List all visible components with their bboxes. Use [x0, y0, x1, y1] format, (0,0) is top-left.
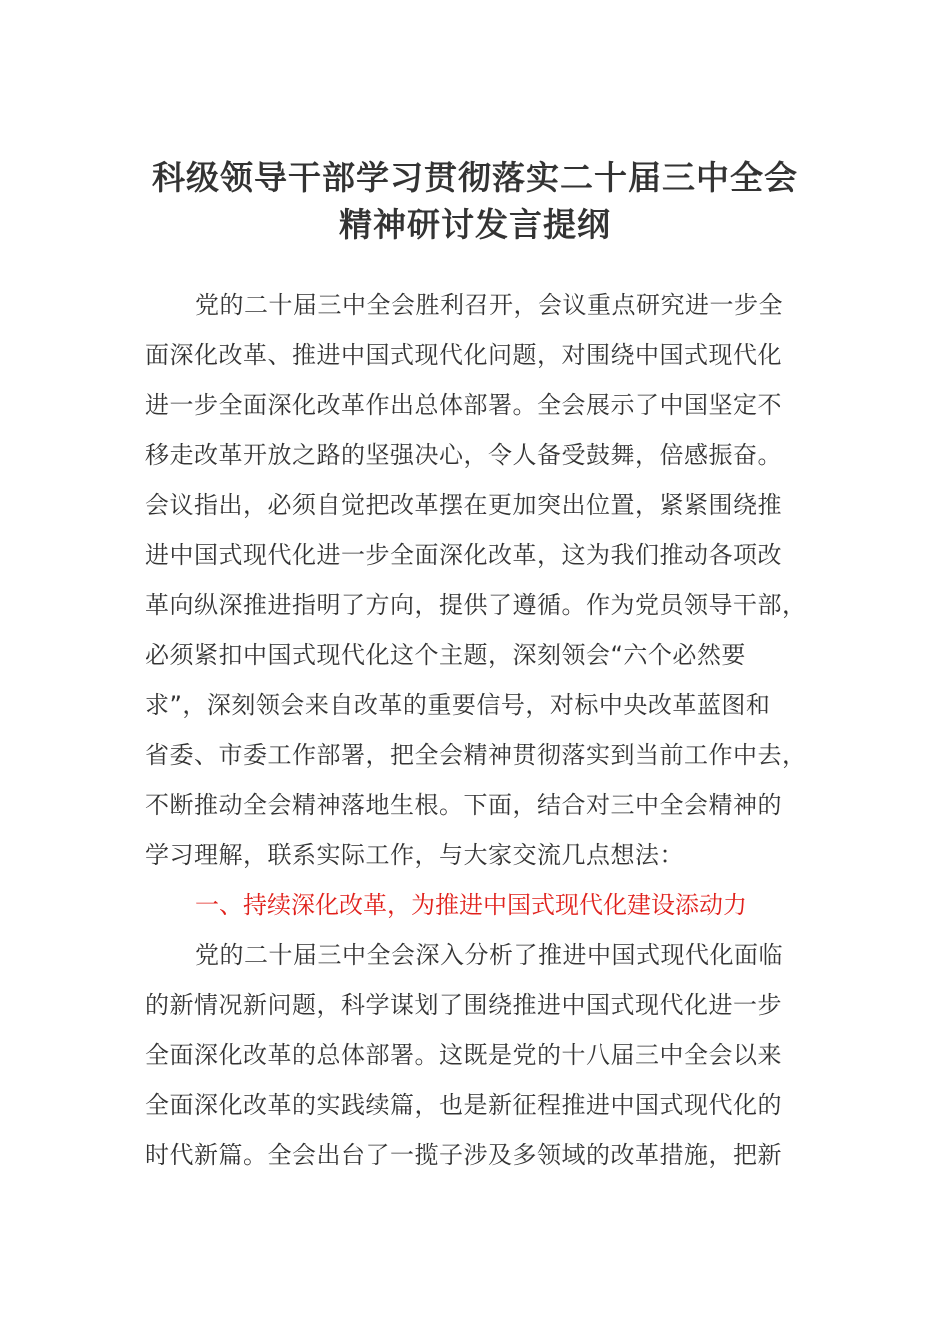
- paragraph-line: 党的二十届三中全会胜利召开，会议重点研究进一步全: [195, 291, 783, 319]
- paragraph-line: 全面深化改革的总体部署。这既是党的十八届三中全会以来: [145, 1041, 782, 1069]
- document-body: [145, 280, 805, 1180]
- paragraph-section-1: [145, 930, 805, 1180]
- paragraph-line: 不断推动全会精神落地生根。下面，结合对三中全会精神的: [145, 791, 782, 819]
- paragraph-line: 会议指出，必须自觉把改革摆在更加突出位置，紧紧围绕推: [145, 491, 782, 519]
- paragraph-line: 求”，深刻领会来自改革的重要信号，对标中央改革蓝图和: [145, 691, 771, 719]
- paragraph-line: 学习理解，联系实际工作，与大家交流几点想法：: [145, 841, 684, 869]
- paragraph-line: 必须紧扣中国式现代化这个主题，深刻领会“六个必然要: [145, 641, 746, 669]
- document-title-line-2: 精神研讨发言提纲: [339, 205, 611, 244]
- paragraph-line: 全面深化改革的实践续篇，也是新征程推进中国式现代化的: [145, 1091, 782, 1119]
- paragraph-line: 进中国式现代化进一步全面深化改革，这为我们推动各项改: [145, 541, 782, 569]
- paragraph-line: 面深化改革、推进中国式现代化问题，对围绕中国式现代化: [145, 341, 782, 369]
- paragraph-line: 革向纵深推进指明了方向，提供了遵循。作为党员领导干部，: [145, 591, 807, 619]
- paragraph-line: 的新情况新问题，科学谋划了围绕推进中国式现代化进一步: [145, 991, 782, 1019]
- paragraph-line: 时代新篇。全会出台了一揽子涉及多领域的改革措施，把新: [145, 1141, 782, 1169]
- paragraph-line: 进一步全面深化改革作出总体部署。全会展示了中国坚定不: [145, 391, 782, 419]
- paragraph-line: 党的二十届三中全会深入分析了推进中国式现代化面临: [195, 941, 783, 969]
- paragraph-intro: [145, 280, 805, 880]
- paragraph-line: 移走改革开放之路的坚强决心，令人备受鼓舞，倍感振奋。: [145, 441, 782, 469]
- document-title-line-1: 科级领导干部学习贯彻落实二十届三中全会: [152, 158, 798, 197]
- paragraph-line: 省委、市委工作部署，把全会精神贯彻落实到当前工作中去，: [145, 741, 807, 769]
- section-heading-1: 一、持续深化改革，为推进中国式现代化建设添动力: [195, 891, 747, 919]
